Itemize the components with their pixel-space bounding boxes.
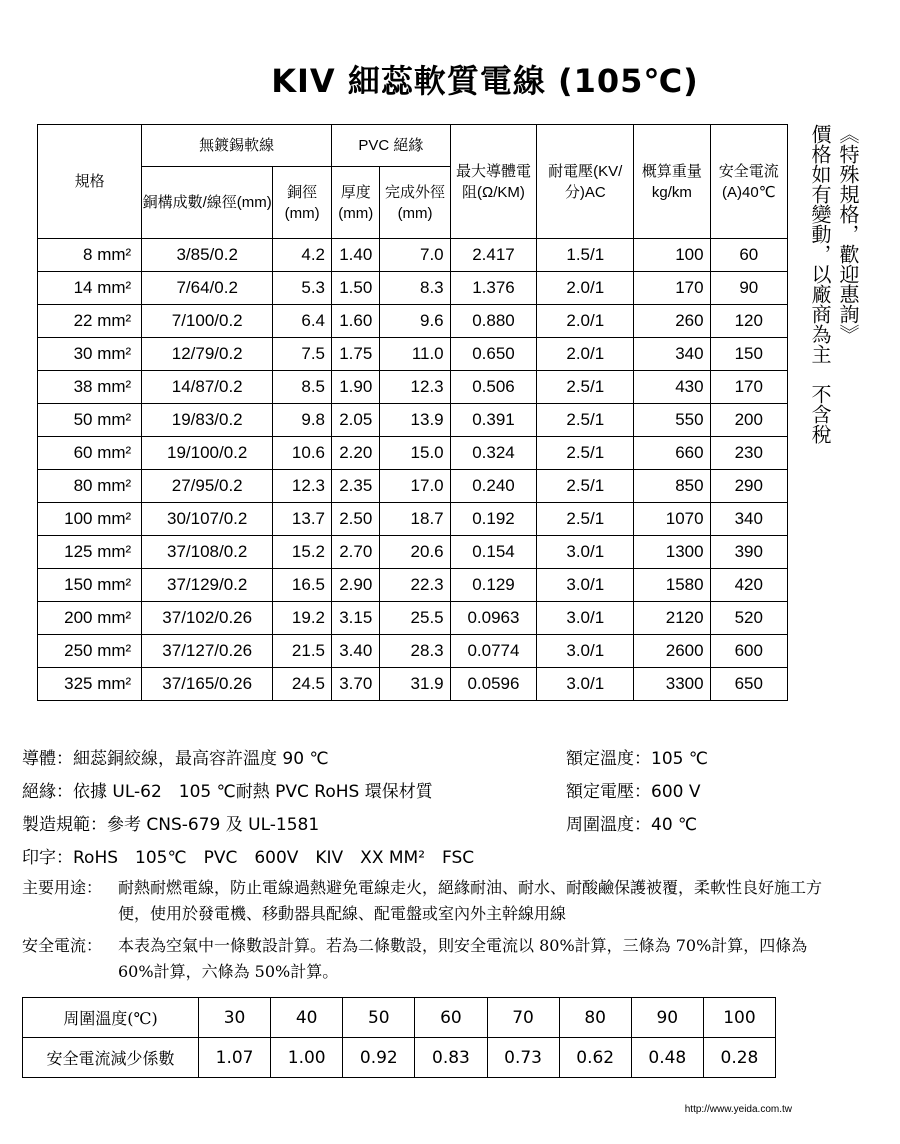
side-note-special: 《特殊規格，歡迎惠詢》: [836, 124, 860, 344]
cell-weight: 3300: [634, 668, 710, 701]
cell-spec: 22 mm²: [38, 305, 142, 338]
derate-factor-cell: 1.07: [199, 1038, 271, 1078]
cell-voltage: 2.0/1: [537, 272, 634, 305]
usage-text: 耐熱耐燃電線，防止電線過熱避免電線走火，絕緣耐油、耐水、耐酸鹼保護被覆，柔軟性良好施工方便，使用於發電機、移動器具配線、配電盤或室內外主幹線用線: [118, 878, 823, 923]
cell-spec: 250 mm²: [38, 635, 142, 668]
cell-cu-dia: 16.5: [273, 569, 332, 602]
cell-cu-dia: 9.8: [273, 404, 332, 437]
cell-spec: 38 mm²: [38, 371, 142, 404]
cell-strand: 37/102/0.26: [142, 602, 273, 635]
cell-weight: 2600: [634, 635, 710, 668]
cell-voltage: 2.5/1: [537, 437, 634, 470]
header-conductor: 無鍍錫軟線: [142, 125, 332, 167]
table-row: [38, 503, 788, 536]
cell-spec: 325 mm²: [38, 668, 142, 701]
cell-cu-dia: 5.3: [273, 272, 332, 305]
cell-spec: 14 mm²: [38, 272, 142, 305]
table-row: [38, 305, 788, 338]
table-row: [38, 668, 788, 701]
cell-weight: 340: [634, 338, 710, 371]
cell-od: 15.0: [380, 437, 450, 470]
cell-strand: 7/64/0.2: [142, 272, 273, 305]
cell-voltage: 2.5/1: [537, 470, 634, 503]
spec-table: [37, 124, 788, 701]
cell-resistance: 0.0774: [450, 635, 537, 668]
cell-strand: 19/100/0.2: [142, 437, 273, 470]
cell-current: 290: [710, 470, 787, 503]
cell-current: 650: [710, 668, 787, 701]
cell-spec: 150 mm²: [38, 569, 142, 602]
cell-thick: 2.90: [332, 569, 380, 602]
cell-voltage: 1.5/1: [537, 239, 634, 272]
header-spec: 規格: [38, 125, 142, 239]
cell-cu-dia: 15.2: [273, 536, 332, 569]
page-title: KIV 細蕊軟質電線 (105℃): [271, 62, 699, 100]
safety-label: 安全電流：: [22, 936, 103, 955]
table-row: [38, 569, 788, 602]
derate-temp-cell: 30: [199, 998, 271, 1038]
cell-weight: 430: [634, 371, 710, 404]
cell-current: 60: [710, 239, 787, 272]
spec-ambient: 周圍溫度：40 ℃: [566, 815, 698, 835]
derate-temp-label: 周圍溫度(℃): [23, 998, 199, 1038]
table-row: [38, 602, 788, 635]
cell-weight: 1300: [634, 536, 710, 569]
usage-label: 主要用途：: [22, 878, 103, 897]
cell-spec: 8 mm²: [38, 239, 142, 272]
cell-current: 600: [710, 635, 787, 668]
spec-conductor: 導體：細蕊銅絞線，最高容許溫度 90 ℃: [22, 749, 329, 769]
cell-strand: 37/108/0.2: [142, 536, 273, 569]
cell-thick: 2.70: [332, 536, 380, 569]
cell-voltage: 2.5/1: [537, 404, 634, 437]
derate-factor-row: [23, 1038, 776, 1078]
cell-resistance: 0.391: [450, 404, 537, 437]
table-row: [38, 404, 788, 437]
cell-voltage: 3.0/1: [537, 635, 634, 668]
header-strand: 銅構成數/線徑(mm): [142, 167, 273, 239]
header-thick: 厚度(mm): [332, 167, 380, 239]
derate-factor-cell: 0.62: [559, 1038, 631, 1078]
cell-voltage: 3.0/1: [537, 569, 634, 602]
table-row: [38, 338, 788, 371]
cell-strand: 14/87/0.2: [142, 371, 273, 404]
cell-od: 25.5: [380, 602, 450, 635]
cell-strand: 37/129/0.2: [142, 569, 273, 602]
cell-resistance: 0.240: [450, 470, 537, 503]
spec-insulation: 絕緣：依據 UL-62 105 ℃耐熱 PVC RoHS 環保材質: [22, 782, 433, 802]
table-row: [38, 239, 788, 272]
cell-voltage: 3.0/1: [537, 602, 634, 635]
safety-paragraph: [22, 933, 834, 985]
cell-thick: 1.40: [332, 239, 380, 272]
cell-weight: 260: [634, 305, 710, 338]
cell-voltage: 3.0/1: [537, 536, 634, 569]
derate-temp-cell: 50: [343, 998, 415, 1038]
cell-thick: 2.20: [332, 437, 380, 470]
header-od: 完成外徑(mm): [380, 167, 450, 239]
derate-temp-row: [23, 998, 776, 1038]
cell-thick: 2.05: [332, 404, 380, 437]
derate-factor-cell: 0.73: [487, 1038, 559, 1078]
cell-weight: 850: [634, 470, 710, 503]
derate-factor-cell: 0.28: [703, 1038, 775, 1078]
derate-factor-cell: 0.48: [631, 1038, 703, 1078]
cell-resistance: 0.880: [450, 305, 537, 338]
cell-od: 31.9: [380, 668, 450, 701]
header-current: 安全電流(A)40℃: [710, 125, 787, 239]
table-row: [38, 371, 788, 404]
cell-od: 7.0: [380, 239, 450, 272]
header-resistance: 最大導體電阻(Ω/KM): [450, 125, 537, 239]
cell-current: 230: [710, 437, 787, 470]
cell-thick: 1.75: [332, 338, 380, 371]
table-row: [38, 437, 788, 470]
cell-cu-dia: 21.5: [273, 635, 332, 668]
cell-weight: 2120: [634, 602, 710, 635]
cell-thick: 2.35: [332, 470, 380, 503]
cell-cu-dia: 13.7: [273, 503, 332, 536]
cell-od: 11.0: [380, 338, 450, 371]
derate-temp-cell: 80: [559, 998, 631, 1038]
cell-resistance: 0.506: [450, 371, 537, 404]
safety-text: 本表為空氣中一條數設計算。若為二條數設，則安全電流以 80%計算，三條為 70%計算，四條為 60%計算，六條為 50%計算。: [118, 936, 808, 981]
cell-od: 18.7: [380, 503, 450, 536]
cell-cu-dia: 4.2: [273, 239, 332, 272]
cell-weight: 660: [634, 437, 710, 470]
cell-cu-dia: 19.2: [273, 602, 332, 635]
usage-paragraph: [22, 875, 834, 927]
cell-od: 17.0: [380, 470, 450, 503]
spec-printing: 印字：RoHS 105℃ PVC 600V KIV XX MM² FSC: [22, 848, 475, 868]
cell-strand: 19/83/0.2: [142, 404, 273, 437]
cell-current: 150: [710, 338, 787, 371]
cell-thick: 2.50: [332, 503, 380, 536]
table-row: [38, 536, 788, 569]
cell-spec: 200 mm²: [38, 602, 142, 635]
website-url: http://www.yeida.com.tw: [684, 1104, 792, 1115]
cell-current: 520: [710, 602, 787, 635]
cell-cu-dia: 12.3: [273, 470, 332, 503]
cell-current: 340: [710, 503, 787, 536]
cell-od: 12.3: [380, 371, 450, 404]
header-pvc: PVC 絕緣: [332, 125, 451, 167]
cell-current: 390: [710, 536, 787, 569]
cell-cu-dia: 10.6: [273, 437, 332, 470]
header-weight: 概算重量kg/km: [634, 125, 710, 239]
cell-strand: 37/127/0.26: [142, 635, 273, 668]
table-row: [38, 635, 788, 668]
derate-table: [22, 997, 776, 1078]
derate-temp-cell: 100: [703, 998, 775, 1038]
cell-current: 200: [710, 404, 787, 437]
spec-rated-volt: 額定電壓：600 V: [566, 782, 701, 802]
cell-voltage: 2.0/1: [537, 305, 634, 338]
cell-resistance: 0.324: [450, 437, 537, 470]
cell-voltage: 3.0/1: [537, 668, 634, 701]
cell-weight: 1580: [634, 569, 710, 602]
cell-spec: 60 mm²: [38, 437, 142, 470]
header-cu-dia: 銅徑(mm): [273, 167, 332, 239]
cell-spec: 100 mm²: [38, 503, 142, 536]
cell-od: 28.3: [380, 635, 450, 668]
cell-thick: 3.15: [332, 602, 380, 635]
derate-factor-label: 安全電流減少係數: [23, 1038, 199, 1078]
cell-strand: 37/165/0.26: [142, 668, 273, 701]
spec-standard: 製造規範：參考 CNS-679 及 UL-1581: [22, 815, 320, 835]
cell-spec: 30 mm²: [38, 338, 142, 371]
cell-resistance: 2.417: [450, 239, 537, 272]
cell-cu-dia: 24.5: [273, 668, 332, 701]
cell-resistance: 0.154: [450, 536, 537, 569]
cell-resistance: 0.650: [450, 338, 537, 371]
cell-current: 170: [710, 371, 787, 404]
cell-strand: 12/79/0.2: [142, 338, 273, 371]
spec-rated-temp: 額定溫度：105 ℃: [566, 749, 708, 769]
cell-thick: 3.70: [332, 668, 380, 701]
cell-voltage: 2.5/1: [537, 371, 634, 404]
cell-resistance: 0.0596: [450, 668, 537, 701]
cell-resistance: 0.129: [450, 569, 537, 602]
cell-weight: 170: [634, 272, 710, 305]
cell-resistance: 0.192: [450, 503, 537, 536]
derate-temp-cell: 40: [271, 998, 343, 1038]
cell-thick: 3.40: [332, 635, 380, 668]
cell-thick: 1.90: [332, 371, 380, 404]
spec-table-body: [38, 239, 788, 701]
cell-voltage: 2.5/1: [537, 503, 634, 536]
cell-resistance: 0.0963: [450, 602, 537, 635]
cell-resistance: 1.376: [450, 272, 537, 305]
cell-spec: 125 mm²: [38, 536, 142, 569]
cell-strand: 3/85/0.2: [142, 239, 273, 272]
cell-thick: 1.50: [332, 272, 380, 305]
cell-strand: 30/107/0.2: [142, 503, 273, 536]
table-row: [38, 272, 788, 305]
cell-cu-dia: 6.4: [273, 305, 332, 338]
cell-spec: 80 mm²: [38, 470, 142, 503]
cell-cu-dia: 7.5: [273, 338, 332, 371]
cell-weight: 550: [634, 404, 710, 437]
cell-strand: 7/100/0.2: [142, 305, 273, 338]
cell-current: 420: [710, 569, 787, 602]
table-row: [38, 470, 788, 503]
side-note-price: 價格如有變動，以廠商為主 不含稅: [808, 124, 832, 444]
cell-current: 120: [710, 305, 787, 338]
derate-temp-cell: 60: [415, 998, 487, 1038]
derate-temp-cell: 70: [487, 998, 559, 1038]
cell-od: 8.3: [380, 272, 450, 305]
cell-weight: 1070: [634, 503, 710, 536]
derate-temp-cell: 90: [631, 998, 703, 1038]
cell-cu-dia: 8.5: [273, 371, 332, 404]
header-voltage: 耐電壓(KV/分)AC: [537, 125, 634, 239]
cell-od: 13.9: [380, 404, 450, 437]
derate-factor-cell: 1.00: [271, 1038, 343, 1078]
cell-thick: 1.60: [332, 305, 380, 338]
cell-current: 90: [710, 272, 787, 305]
cell-weight: 100: [634, 239, 710, 272]
cell-od: 9.6: [380, 305, 450, 338]
derate-factor-cell: 0.83: [415, 1038, 487, 1078]
cell-od: 20.6: [380, 536, 450, 569]
cell-spec: 50 mm²: [38, 404, 142, 437]
cell-od: 22.3: [380, 569, 450, 602]
derate-factor-cell: 0.92: [343, 1038, 415, 1078]
cell-voltage: 2.0/1: [537, 338, 634, 371]
cell-strand: 27/95/0.2: [142, 470, 273, 503]
